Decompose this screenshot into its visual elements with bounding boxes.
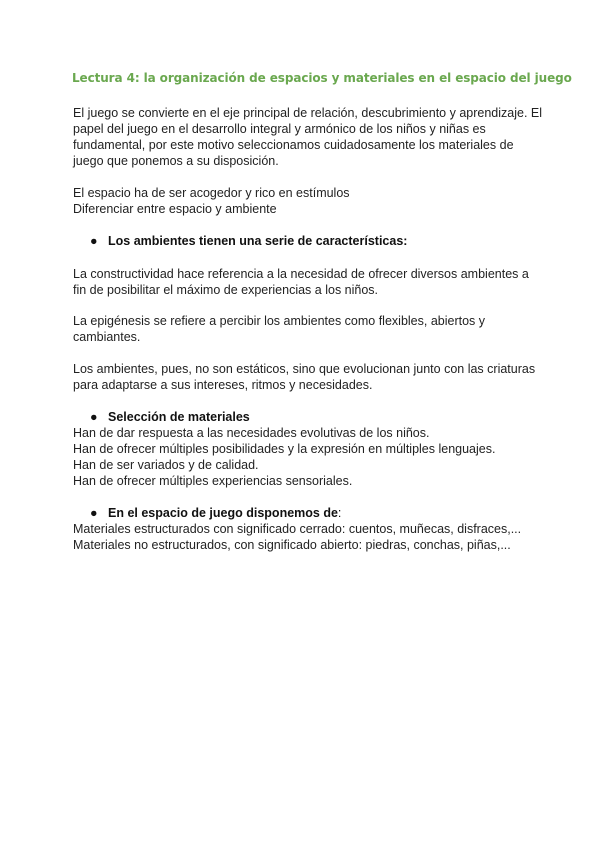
section-heading-text: Los ambientes tienen una serie de características: [108,234,408,248]
space-line-2: Diferenciar entre espacio y ambiente [73,202,277,216]
list-item: Han de ser variados y de calidad. [73,458,259,472]
paragraph-line: La constructividad hace referencia a la necesidad de ofrecer diversos ambientes a [73,267,529,281]
list-item: Han de ofrecer múltiples posibilidades y la expresión en múltiples lenguajes. [73,442,496,456]
intro-line-2: papel del juego en el desarrollo integral y armónico de los niños y niñas es [73,122,486,136]
bullet-icon: ● [90,506,98,520]
paragraph-line: fin de posibilitar el máximo de experiencias a los niños. [73,283,379,297]
paragraph-line: cambiantes. [73,330,141,344]
bullet-icon: ● [90,234,98,248]
intro-line-4: juego que ponemos a su disposición. [73,154,279,168]
section-heading-text: Selección de materiales [108,410,250,424]
section-heading-espacio [90,505,341,522]
section-heading-text: En el espacio de juego disponemos de [108,506,338,520]
list-item: Materiales estructurados con significado cerrado: cuentos, muñecas, disfraces,... [73,522,522,536]
paragraph-line: Los ambientes, pues, no son estáticos, sino que evolucionan junto con las criaturas [73,362,536,376]
intro-line-3: fundamental, por este motivo seleccionamos cuidadosamente los materiales de [73,138,514,152]
list-item: Han de dar respuesta a las necesidades evolutivas de los niños. [73,426,430,440]
bullet-icon: ● [90,410,98,424]
space-line-1: El espacio ha de ser acogedor y rico en estímulos [73,186,350,200]
list-item: Materiales no estructurados, con significado abierto: piedras, conchas, piñas,... [73,538,511,552]
paragraph-line: para adaptarse a sus intereses, ritmos y necesidades. [73,378,373,392]
section-heading-ambientes [90,233,407,250]
paragraph-line: La epigénesis se refiere a percibir los ambientes como flexibles, abiertos y [73,314,486,328]
section-heading-suffix: : [337,506,342,520]
list-item: Han de ofrecer múltiples experiencias sensoriales. [73,474,353,488]
document-title: Lectura 4: la organización de espacios y materiales en el espacio del juego [72,71,572,85]
intro-line-1: El juego se convierte en el eje principal de relación, descubrimiento y aprendizaje. El [73,106,543,120]
section-heading-materiales [90,409,250,426]
